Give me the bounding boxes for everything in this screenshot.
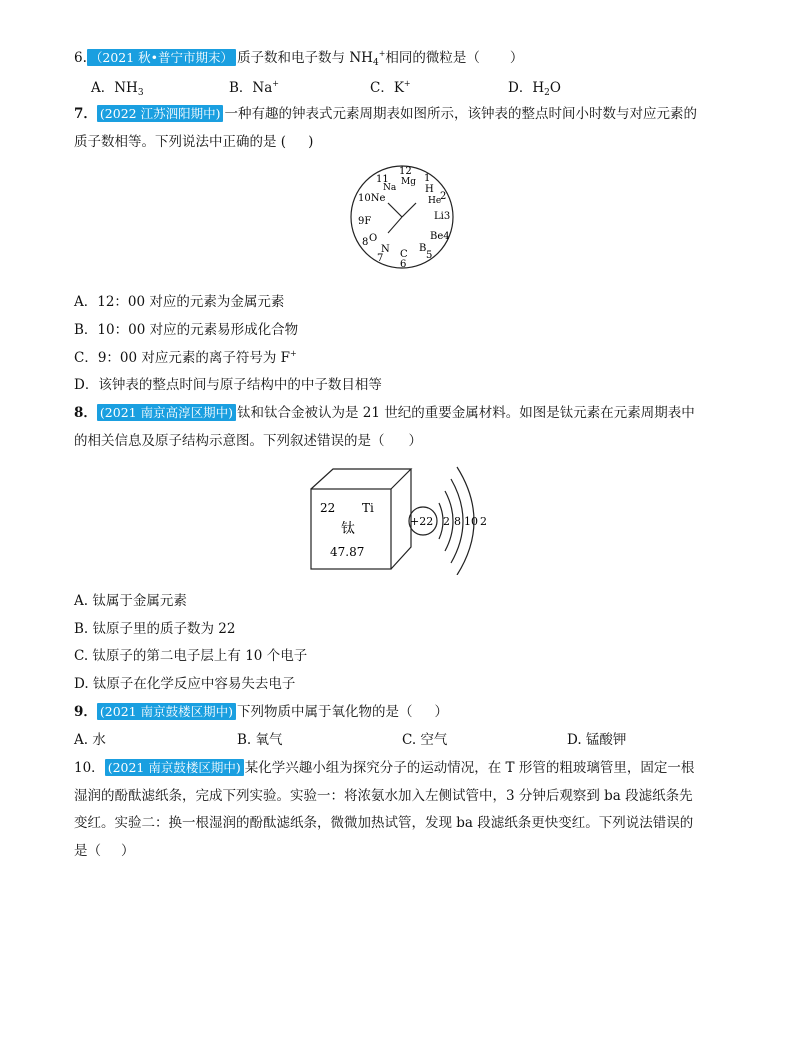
q6-option-a: A．$NH_3$: [91, 80, 144, 98]
clock-label-mg: Mg: [401, 177, 416, 187]
q9-option-b: B. 氧气: [237, 732, 283, 748]
q8-stem-line2: 的相关信息及原子结构示意图。下列叙述错误的是（ ）: [74, 433, 422, 449]
q10-source-tag: (2021 南京鼓楼区期中): [105, 759, 244, 776]
q7-option-b: B．10：00 对应的元素易形成化合物: [74, 322, 299, 338]
q9-stem: 9． (2021 南京鼓楼区期中) 下列物质中属于氧化物的是（ ）: [74, 704, 448, 720]
q7-stem-line2: 质子数相等。下列说法中正确的是 ( ): [74, 134, 314, 150]
clock-label-10ne: 10Ne: [358, 193, 386, 204]
clock-label-n: N: [381, 244, 390, 255]
atom-nucleus-charge: +22: [410, 515, 434, 528]
q8-option-c: C. 钛原子的第二电子层上有 10 个电子: [74, 648, 308, 664]
clock-label-o: O: [369, 233, 378, 244]
q10-number: 10．: [74, 760, 105, 776]
q8-option-d: D. 钛原子在化学反应中容易失去电子: [74, 676, 296, 692]
q10-stem-line1: [74, 759, 694, 777]
q6-text-2: 相同的微粒是（: [385, 50, 480, 66]
q7-stem-line1: [74, 105, 697, 123]
q10-stem-line3: 变红。实验二：换一根湿润的酚酞滤纸条，微微加热试管，发现 ba 段滤纸条更快变红。下列说法错误的: [74, 815, 694, 831]
shell-2-electrons: 8: [454, 515, 461, 528]
shell-3-electrons: 10: [464, 515, 478, 528]
element-mass: 47.87: [330, 545, 365, 559]
q9-source-tag: (2021 南京鼓楼区期中): [97, 703, 236, 720]
q6-source-tag: （2021 秋•普宁市期末）: [87, 49, 236, 66]
element-name: 钛: [341, 521, 355, 537]
q10-text-1: 某化学兴趣小组为探究分子的运动情况，在 T 形管的粗玻璃管里，固定一根: [244, 760, 695, 776]
clock-minute-hand: [402, 203, 416, 217]
q10-stem-line2: 湿润的酚酞滤纸条，完成下列实验。实验一：将浓氨水加入左侧试管中，3 分钟后观察到 ba 段滤纸条先: [74, 788, 693, 804]
q6-text: 质子数和电子数与 NH: [237, 50, 373, 66]
clock-label-7: 7: [377, 253, 384, 264]
q7-option-d: D．该钟表的整点时间与原子结构中的中子数目相等: [74, 377, 382, 393]
q8-stem-line1: [74, 404, 695, 422]
q6-option-d: D．$H_2O$: [508, 80, 561, 98]
clock-second-hand: [388, 217, 402, 233]
clock-label-1: 1: [424, 173, 431, 184]
q9-option-d: D. 锰酸钾: [567, 732, 627, 748]
clock-label-h: H: [425, 184, 434, 195]
q8-text-1: 钛和钛合金被认为是 21 世纪的重要金属材料。如图是钛元素在元素周期表中: [236, 405, 695, 421]
q6-option-b: B．Na+: [229, 79, 279, 96]
q7-number: 7．: [74, 106, 97, 122]
q9-option-c: C. 空气: [402, 732, 448, 748]
clock-label-12: 12: [399, 166, 412, 177]
clock-label-c: C: [400, 249, 408, 260]
q6-stem: [74, 49, 523, 67]
q6-number: 6.: [74, 50, 87, 66]
q6-paren-close: ）: [509, 50, 524, 66]
clock-label-b: B: [419, 243, 427, 254]
q6-option-c: C．K+: [370, 79, 411, 96]
clock-periodic-table-figure: [348, 160, 458, 275]
clock-label-be4: Be4: [430, 231, 450, 242]
q8-option-a: A. 钛属于金属元素: [74, 593, 187, 609]
q6-sup: +: [378, 49, 386, 58]
clock-label-2: 2: [440, 191, 447, 202]
clock-label-8: 8: [362, 237, 369, 248]
clock-hour-hand: [388, 203, 402, 217]
shell-4-electrons: 2: [480, 515, 487, 528]
q7-option-c: C．9：00 对应元素的离子符号为 F+: [74, 349, 297, 366]
q9-text: 下列物质中属于氧化物的是（: [236, 704, 413, 720]
q7-text-1: 一种有趣的钟表式元素周期表如图所示，该钟表的整点时间小时数与对应元素的: [224, 106, 697, 122]
q8-source-tag: (2021 南京高淳区期中): [97, 404, 236, 421]
q6-sub: 4: [372, 58, 379, 68]
element-atomic-number: 22: [320, 501, 336, 515]
clock-label-na: Na: [383, 183, 397, 193]
clock-label-6: 6: [400, 259, 407, 270]
clock-label-he: He: [428, 196, 442, 206]
titanium-figure: [303, 455, 503, 575]
q9-option-a: A. 水: [74, 732, 106, 748]
q7-option-a: A．12：00 对应的元素为金属元素: [74, 294, 285, 310]
clock-label-li3: Li3: [434, 211, 451, 222]
element-symbol: Ti: [362, 501, 374, 515]
q10-stem-line4: 是（ ）: [74, 843, 135, 859]
q9-number: 9．: [74, 704, 97, 720]
q7-source-tag: (2022 江苏泗阳期中): [97, 105, 224, 122]
q8-number: 8．: [74, 405, 97, 421]
shell-1-electrons: 2: [443, 515, 450, 528]
clock-label-5: 5: [426, 250, 433, 261]
q8-option-b: B. 钛原子里的质子数为 22: [74, 621, 236, 637]
clock-label-11: 11: [376, 174, 389, 185]
clock-label-9f: 9F: [358, 216, 372, 227]
